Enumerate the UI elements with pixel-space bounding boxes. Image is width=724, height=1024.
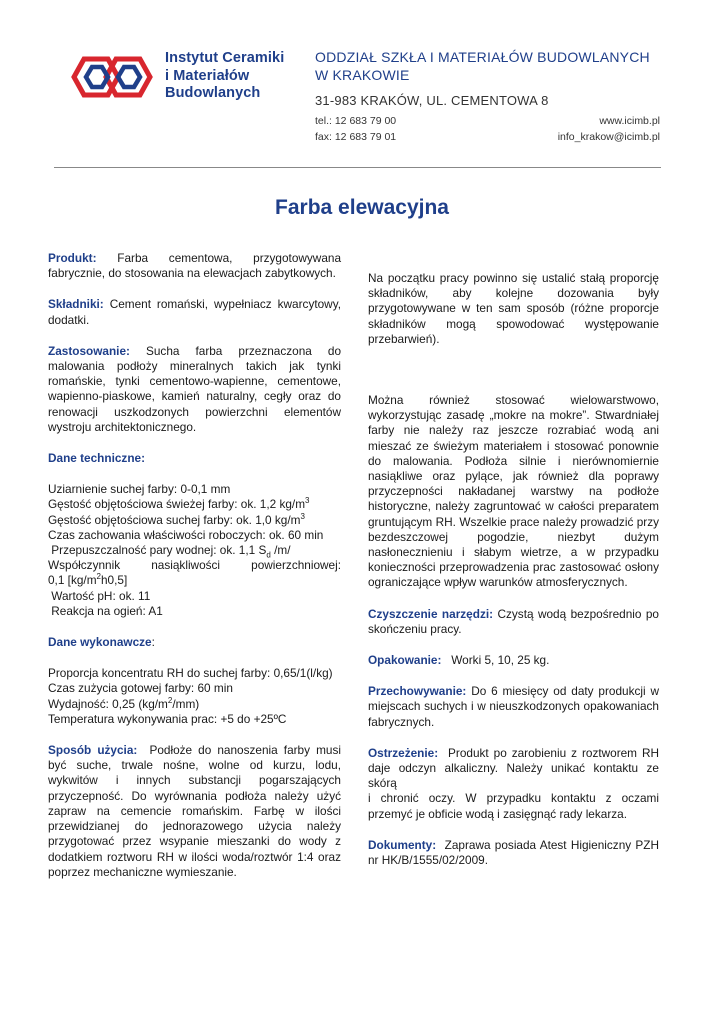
department-name: ODDZIAŁ SZKŁA I MATERIAŁÓW BUDOWLANYCH W KRAKOWIE: [315, 49, 650, 83]
dane-techniczne-list: Uziarnienie suchej farby: 0-0,1 mm Gęstość objętościowa świeżej farby: ok. 1,2 $kg/m^3$ Gęstość objętościowa suchej farby: ok. 1,0 $kg/m^3$ Czas zachowania właściwości roboczych: ok. 60 min Przepuszczalność pary wodnej: ok. 1,1 $S_d$ /m/ Współczynnik nasiąkliwości powierzchniowej: 0,1 $[kg/m^2h0,5]$ Wartość pH: ok. 11 Reakcja na ogień: A1: [48, 482, 341, 618]
dokumenty-label: Dokumenty:: [368, 837, 437, 852]
wielowarstwowo-paragraph: Można również stosować wielowarstwowo, wykorzystując zasadę „mokre na mokre”. Stwardniałej farby nie należy raz jeszcze rozrabiać wodą ani mieszać ze świeżym materiałem i stosować ponownie do malowania. Podłoża silnie i nierównomiernie nasiąkliwe oraz pylące, jak również dla poprawy przyczepności nakładanej warstwy na podłoże historyczne, należy zagruntować w całości preparatem gruntującym RH. Wszelkie prace należy prowadzić przy bezdeszczowej pogodzie, niezbyt dużym nasłonecznieniu i słabym wietrze, a w przypadku konieczności przeprowadzenia prac zastosować osłony ograniczające wpływ warunków atmosferycznych.: [368, 393, 659, 590]
opakowanie-section: Opakowanie: Worki 5, 10, 25 kg.: [368, 653, 550, 668]
skladniki-section: Składniki: Cement romański, wypełniacz kwarcytowy, dodatki.: [48, 297, 342, 327]
website-link[interactable]: www.icimb.pl: [599, 115, 660, 127]
sposob-label: Sposób użycia:: [48, 743, 138, 758]
przechowywanie-section: Przechowywanie: Do 6 miesięcy od daty produkcji w miejscach suchych i w nieuszkodzonych opakowaniach fabrycznych.: [368, 684, 659, 729]
icimb-logo: [64, 49, 160, 105]
czyszczenie-section: Czyszczenie narzędzi: Czystą wodą bezpośrednio po skończeniu pracy.: [368, 606, 659, 636]
dokumenty-section: Dokumenty: Zaprawa posiada Atest Higieniczny PZH nr HK/B/1555/02/2009.: [368, 837, 663, 868]
phone-fax: [315, 113, 396, 145]
zastosowanie-section: Zastosowanie: Sucha farba przeznaczona do malowania podłoży mineralnych takich jak tynki romańskie, tynki cementowo-wapienne, cementowe, wapienno-piaskowe, kamień naturalny, cegły oraz do renowacji uszkodzonych powierzchni elementów wystroju architektonicznego.: [48, 343, 342, 434]
czyszczenie-label: Czyszczenie narzędzi:: [368, 606, 494, 621]
produkt-section: Produkt: Farba cementowa, przygotowywana fabrycznie, do stosowania na elewacjach zabytkowych.: [48, 251, 342, 281]
ostrzezenie-section: Ostrzeżenie: Produkt po zarobieniu z roztworem RH daje odczyn alkaliczny. Należy unikać kontaktu ze skórą i chronić oczy. W przypadku kontaktu z oczami przemyć je obficie wodą i zasięgnąć rady lekarza.: [368, 745, 663, 821]
skladniki-label: Składniki:: [48, 297, 104, 312]
zastosowanie-label: Zastosowanie:: [48, 343, 130, 358]
header-divider: [54, 167, 661, 168]
left-column: [48, 251, 345, 896]
tel: tel.: 12 683 79 00: [315, 115, 397, 127]
right-column: [368, 271, 663, 884]
dane-wykonawcze-heading: Dane wykonawcze:: [48, 635, 155, 650]
web-email: [558, 113, 660, 145]
fax: fax: 12 683 79 01: [315, 131, 397, 143]
opakowanie-label: Opakowanie:: [368, 653, 442, 668]
address: 31-983 KRAKÓW, UL. CEMENTOWA 8: [315, 93, 549, 108]
sposob-uzycia-section: Sposób użycia: Podłoże do nanoszenia farby musi być suche, trwale nośne, wolne od kurzu, lodu, wykwitów i innych substancji pogarszających przyczepność. Do wyrównania podłoża należy użyć zapraw na cemencie romańskim. Farbę w ilości przewidzianej do jednorazowego użycia należy przygotować przez wsypanie mieszanki do wody z dodatkiem roztworu RH w ilości woda/roztwór 1:4 oraz poprzez mechaniczne wymieszanie.: [48, 743, 345, 879]
page-title: Farba elewacyjna: [275, 196, 449, 219]
produkt-label: Produkt:: [48, 251, 97, 265]
institute-name: Instytut Ceramiki i Materiałów Budowlanych: [165, 50, 285, 101]
ostrzezenie-label: Ostrzeżenie:: [368, 745, 439, 760]
proporcje-paragraph: Na początku pracy powinno się ustalić stałą proporcję składników, aby kolejne dozowania były przygotowywane w ten sam sposób (różne proporcje składników mogą spowodować występowanie przebarwień).: [368, 271, 659, 346]
email-link[interactable]: info_krakow@icimb.pl: [557, 131, 660, 143]
dane-wykonawcze-list: Proporcja koncentratu RH do suchej farby: 0,65/1(l/kg) Czas zużycia gotowej farby: 60 min Wydajność: 0,25 $(kg/m^2/mm)$ Temperatura wykonywania prac: +5 do +25ºC: [48, 666, 333, 726]
przechowywanie-label: Przechowywanie:: [368, 684, 467, 699]
dane-techniczne-heading: Dane techniczne:: [48, 451, 146, 466]
letterhead: [0, 0, 724, 170]
